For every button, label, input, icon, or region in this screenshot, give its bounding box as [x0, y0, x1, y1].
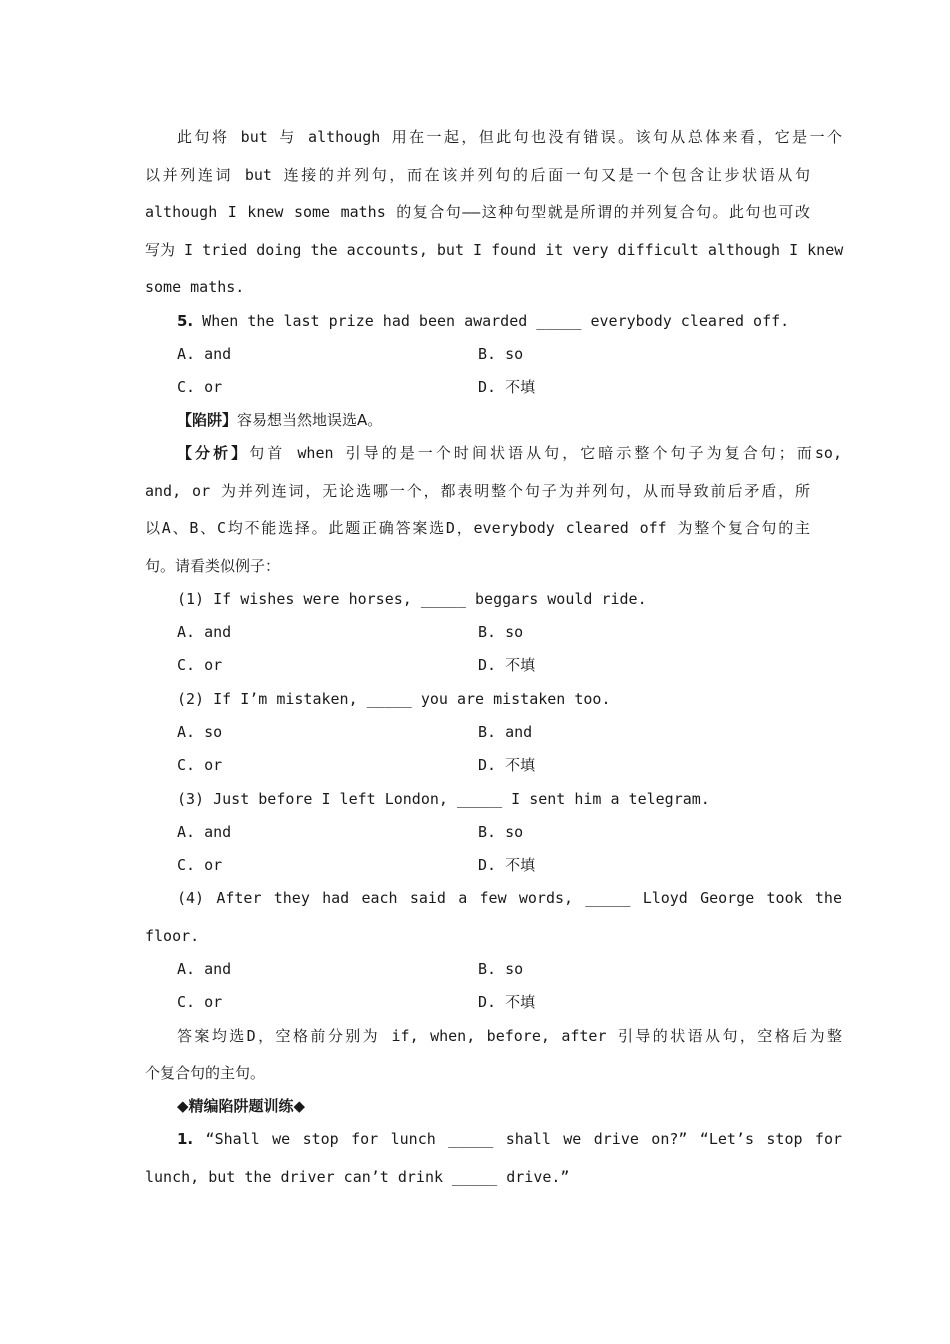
option-c: C. or: [177, 856, 223, 874]
ex3-options-row-2: [177, 855, 842, 875]
intro-line-5: some maths.: [145, 278, 245, 296]
example-4-cont: floor.: [145, 927, 200, 945]
question-number: 1.: [177, 1130, 194, 1148]
intro-line-3: although I knew some maths 的复合句——这种句型就是所谓的并列复合句。此句也可改: [145, 203, 810, 221]
answer-line-2: 个复合句的主句。: [145, 1064, 266, 1082]
question-number: 5.: [177, 312, 194, 330]
option-b: B. and: [478, 723, 533, 741]
trap-note: [177, 410, 842, 430]
section-title: ◆精编陷阱题训练◆: [177, 1097, 306, 1115]
option-d: D. 不填: [478, 993, 536, 1011]
option-c: C. or: [177, 993, 223, 1011]
option-d: D. 不填: [478, 856, 536, 874]
ex1-options-row-2: [177, 655, 842, 675]
question-1: [177, 1129, 842, 1149]
ex4-options-row-2: [177, 992, 842, 1012]
example-1: (1) If wishes were horses, _____ beggars would ride.: [177, 590, 647, 608]
option-a: A. and: [177, 823, 232, 841]
option-b: B. so: [478, 823, 524, 841]
intro-line-2: 以并列连词 but 连接的并列句，而在该并列句的后面一句又是一个包含让步状语从句: [145, 166, 810, 184]
ex1-options-row-1: [177, 622, 842, 642]
ex2-options-row-2: [177, 755, 842, 775]
trap-label: 【陷阱】: [177, 411, 238, 429]
q5-options-row-1: [177, 344, 842, 364]
question-1-cont: lunch, but the driver can’t drink _____ drive.”: [145, 1168, 570, 1186]
question-text: “Shall we stop for lunch _____ shall we drive on?” “Let’s stop for: [205, 1130, 843, 1148]
example-2: (2) If I’m mistaken, _____ you are mistaken too.: [177, 690, 611, 708]
option-c: C. or: [177, 378, 223, 396]
option-d: D. 不填: [478, 656, 536, 674]
question-5: [177, 311, 842, 331]
option-a: A. so: [177, 723, 223, 741]
option-b: B. so: [478, 623, 524, 641]
option-b: B. so: [478, 960, 524, 978]
option-d: D. 不填: [478, 378, 536, 396]
ex2-options-row-1: [177, 722, 842, 742]
option-a: A. and: [177, 960, 232, 978]
ex3-options-row-1: [177, 822, 842, 842]
option-a: A. and: [177, 345, 232, 363]
analysis-line-2: and, or 为并列连词，无论选哪一个，都表明整个句子为并列句，从而导致前后矛盾，所: [145, 482, 810, 500]
ex4-options-row-1: [177, 959, 842, 979]
analysis-label: 【分析】: [177, 444, 250, 462]
option-c: C. or: [177, 656, 223, 674]
analysis-line-3: 以A、B、C均不能选择。此题正确答案选D，everybody cleared off 为整个复合句的主: [145, 519, 810, 537]
option-b: B. so: [478, 345, 524, 363]
answer-line-1: 答案均选D，空格前分别为 if, when, before, after 引导的状语从句，空格后为整: [177, 1027, 842, 1045]
q5-options-row-2: [177, 377, 842, 397]
analysis-line-4: 句。请看类似例子：: [145, 557, 281, 575]
example-3: (3) Just before I left London, _____ I sent him a telegram.: [177, 790, 710, 808]
analysis-text-1: 句首 when 引导的是一个时间状语从句，它暗示整个句子为复合句；而so,: [249, 444, 842, 462]
example-4: (4) After they had each said a few words, _____ Lloyd George took the: [177, 889, 842, 907]
option-a: A. and: [177, 623, 232, 641]
trap-text: 容易想当然地误选A。: [237, 411, 383, 429]
option-c: C. or: [177, 756, 223, 774]
analysis-line-1: [177, 443, 842, 463]
option-d: D. 不填: [478, 756, 536, 774]
intro-line-1: 此句将 but 与 although 用在一起，但此句也没有错误。该句从总体来看，它是一个: [177, 128, 842, 146]
intro-line-4: 写为 I tried doing the accounts, but I found it very difficult although I knew: [145, 241, 844, 259]
question-text: When the last prize had been awarded _____ everybody cleared off.: [202, 312, 790, 330]
